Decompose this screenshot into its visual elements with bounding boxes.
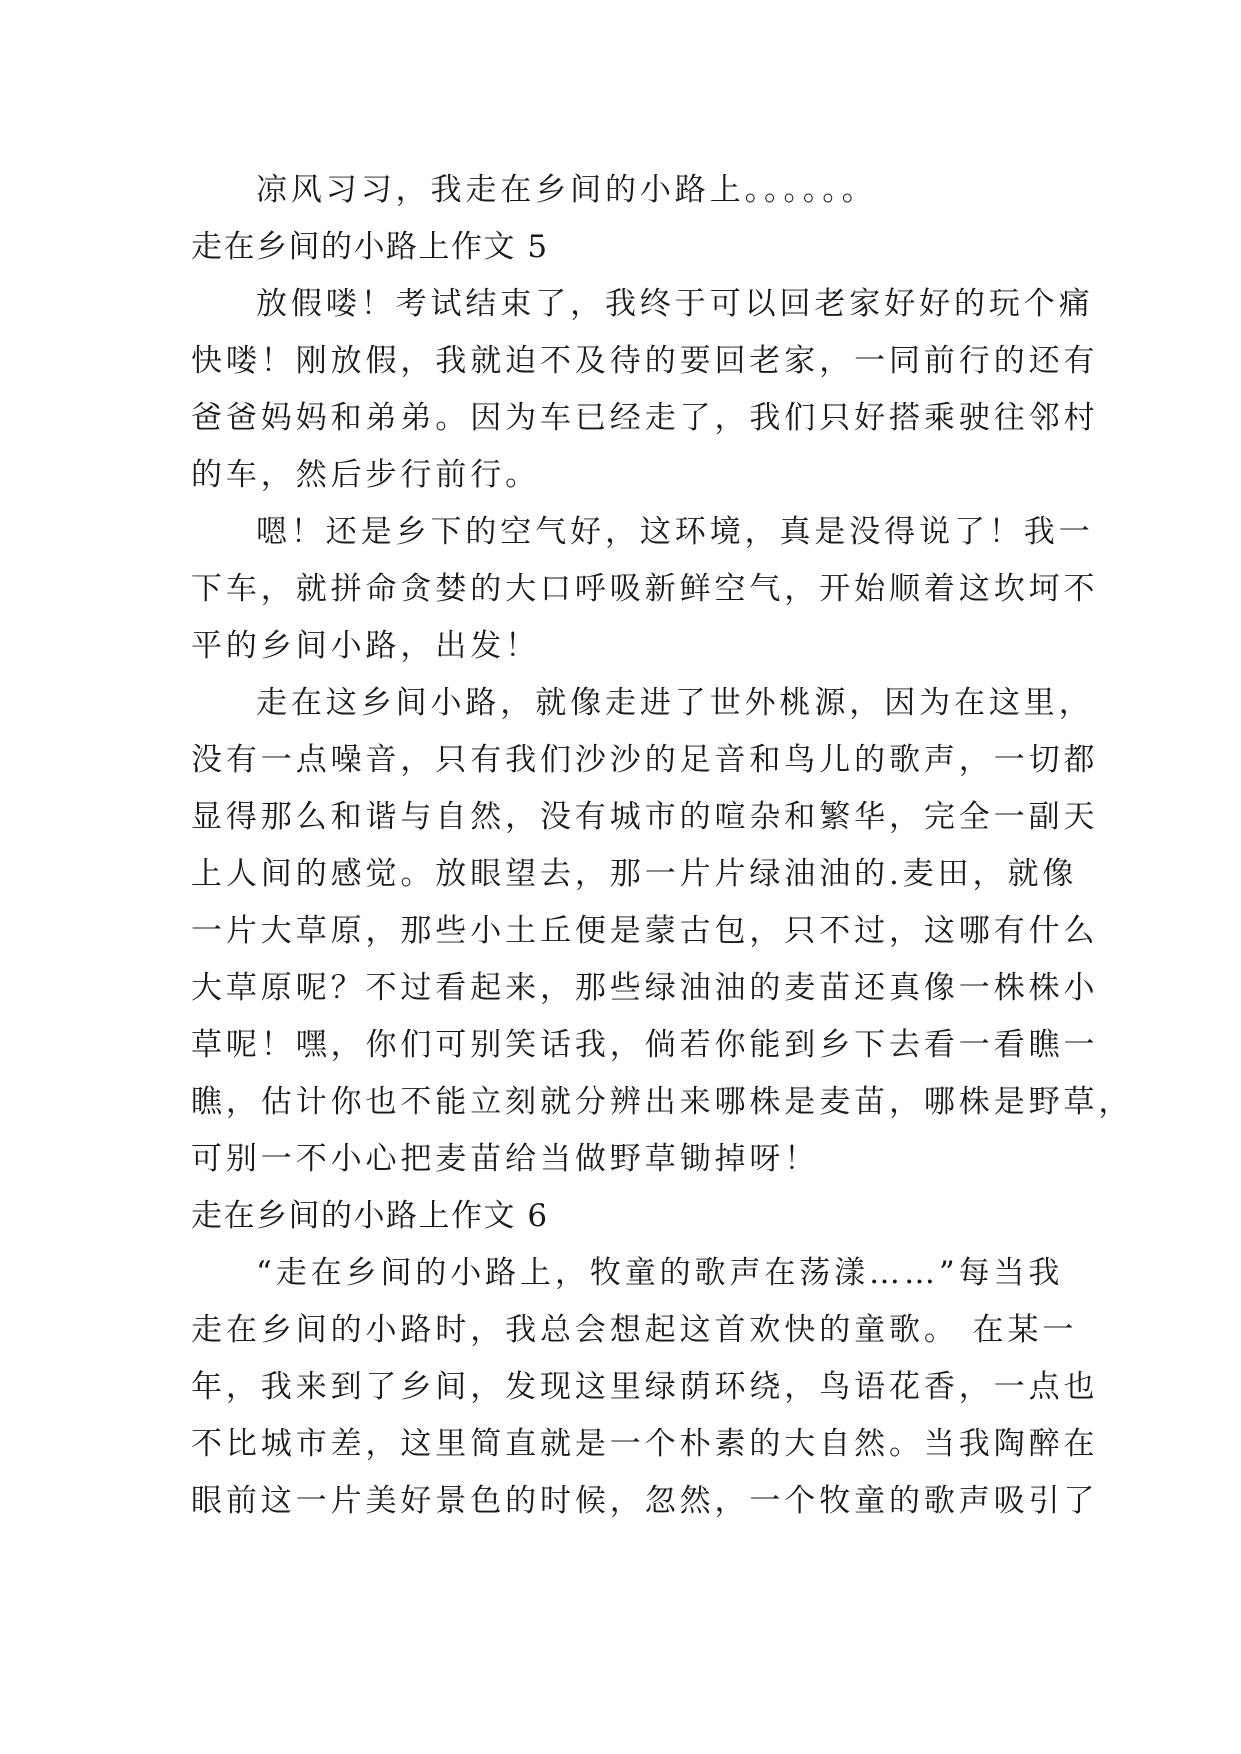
paragraph-line: 上人间的感觉。放眼望去，那一片片绿油油的.麦田，就像 <box>191 856 1078 892</box>
paragraph-line: 显得那么和谐与自然，没有城市的喧杂和繁华，完全一副天 <box>191 799 1099 835</box>
paragraph-line: 走在这乡间小路，就像走进了世外桃源，因为在这里， <box>256 685 1094 721</box>
paragraph-line: “走在乡间的小路上，牧童的歌声在荡漾……”每当我 <box>256 1255 1064 1291</box>
paragraph-line: 的车，然后步行前行。 <box>191 457 540 493</box>
paragraph-line: 不比城市差，这里简直就是一个朴素的大自然。当我陶醉在 <box>191 1426 1099 1462</box>
paragraph-line: 一片大草原，那些小土丘便是蒙古包，只不过，这哪有什么 <box>191 913 1099 949</box>
paragraph-line: 瞧，估计你也不能立刻就分辨出来哪株是麦苗，哪株是野草， <box>191 1084 1134 1120</box>
paragraph-line: 平的乡间小路，出发！ <box>191 628 540 664</box>
section-heading: 走在乡间的小路上作文 5 <box>191 229 549 265</box>
paragraph-line: 草呢！嘿，你们可别笑话我，倘若你能到乡下去看一看瞧一 <box>191 1027 1099 1063</box>
paragraph-line: 放假喽！考试结束了，我终于可以回老家好好的玩个痛 <box>256 286 1094 322</box>
paragraph-line: 大草原呢？不过看起来，那些绿油油的麦苗还真像一株株小 <box>191 970 1099 1006</box>
paragraph-line: 没有一点噪音，只有我们沙沙的足音和鸟儿的歌声，一切都 <box>191 742 1099 778</box>
paragraph-line: 眼前这一片美好景色的时候，忽然，一个牧童的歌声吸引了 <box>191 1483 1099 1519</box>
paragraph-line: 年，我来到了乡间，发现这里绿荫环绕，鸟语花香，一点也 <box>191 1369 1099 1405</box>
section-heading: 走在乡间的小路上作文 6 <box>191 1198 549 1234</box>
paragraph-line: 可别一不小心把麦苗给当做野草锄掉呀！ <box>191 1141 820 1177</box>
paragraph-line: 快喽！刚放假，我就迫不及待的要回老家，一同前行的还有 <box>191 343 1099 379</box>
paragraph-line: 走在乡间的小路时，我总会想起这首欢快的童歌。 在某一 <box>191 1312 1078 1348</box>
paragraph-line: 下车，就拼命贪婪的大口呼吸新鲜空气，开始顺着这坎坷不 <box>191 571 1099 607</box>
paragraph-line: 凉风习习，我走在乡间的小路上。。。。。。 <box>256 172 877 208</box>
paragraph-line: 嗯！还是乡下的空气好，这环境，真是没得说了！我一 <box>256 514 1094 550</box>
paragraph-line: 爸爸妈妈和弟弟。因为车已经走了，我们只好搭乘驶往邻村 <box>191 400 1099 436</box>
